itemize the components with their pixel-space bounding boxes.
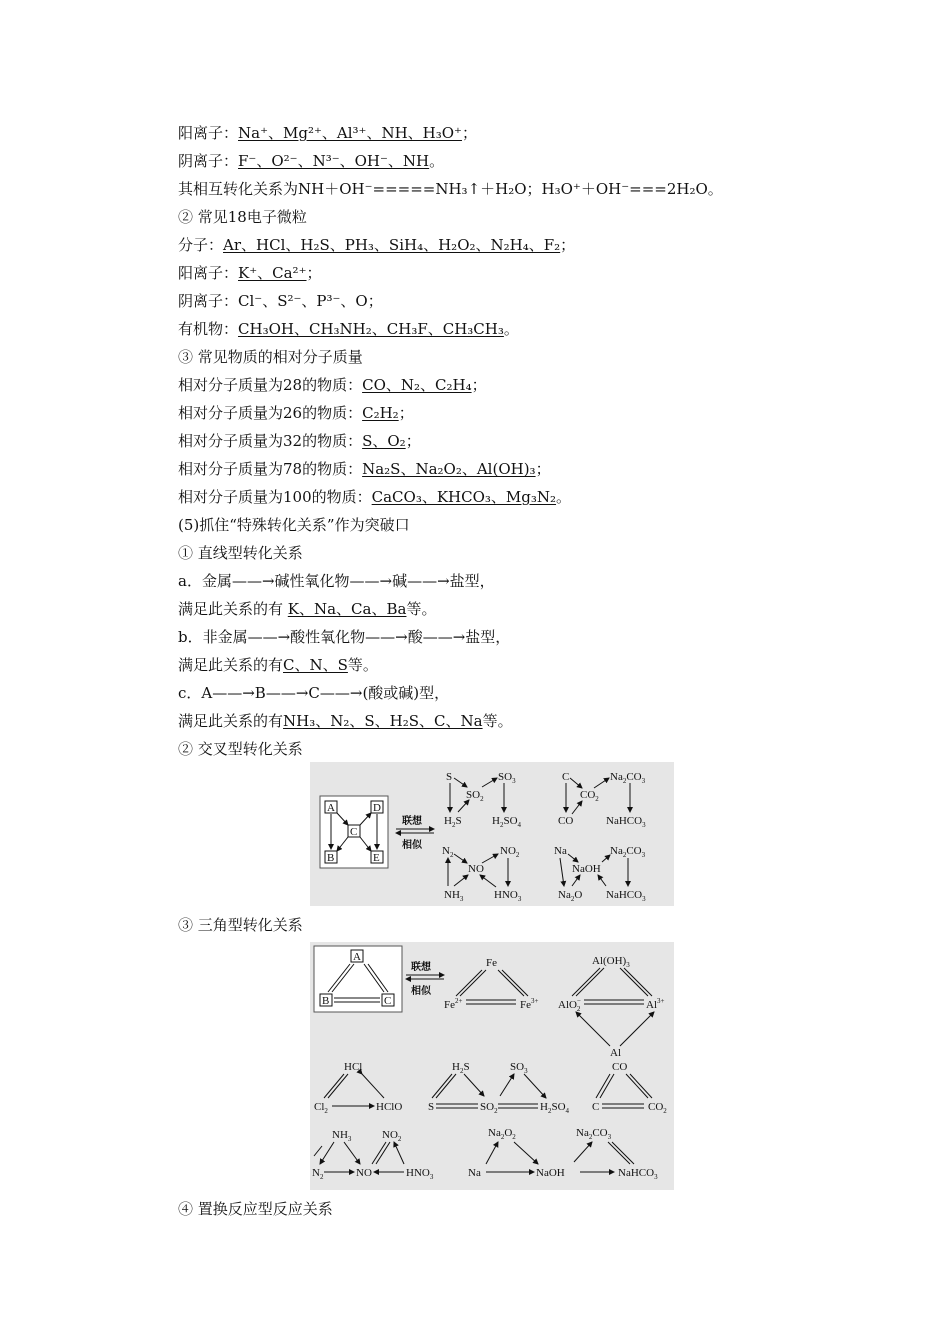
text-line — [178, 599, 436, 619]
svg-text:Fe3+: $Fe^{3+}$ — [520, 997, 539, 1011]
svg-text:Na2CO3: $Na_2CO_3$ — [576, 1127, 612, 1141]
text-line — [178, 403, 414, 423]
sulfur-cross-group — [444, 771, 522, 829]
svg-text:H2S: $H_2S$ — [444, 815, 462, 829]
underlined-answer: C、N、S — [283, 656, 348, 674]
line-suffix: 等。 — [482, 712, 513, 730]
line-suffix: 等。 — [347, 656, 378, 674]
text-line — [178, 487, 571, 507]
line-suffix: ； — [535, 460, 551, 478]
iron-triangle — [444, 957, 539, 1011]
cross-type-figure — [310, 762, 674, 906]
svg-text:NaHCO3: NaHCO$_3$ — [606, 889, 646, 903]
svg-text:B: B — [322, 995, 330, 1007]
fig1-lianxiang: 联想 — [402, 816, 422, 827]
line-prefix: 相对分子质量为78的物质： — [178, 460, 363, 478]
svg-text:SO2: $SO_2$ — [480, 1101, 498, 1115]
text-line — [178, 655, 378, 675]
line-suffix: ； — [405, 432, 421, 450]
svg-text:N2: $N_2$ — [442, 845, 454, 859]
line-text: ③ 三角型转化关系 — [178, 916, 303, 934]
sodium-cross-group — [554, 845, 646, 903]
underlined-answer: C₂H₂ — [362, 404, 399, 422]
sodium-triangle — [468, 1127, 565, 1179]
svg-text:NH3: $NH_3$ — [444, 889, 464, 903]
fig1-node-E: E — [373, 852, 380, 864]
text-line — [178, 207, 307, 227]
svg-text:Na2CO3: $Na_2CO_3$ — [610, 771, 646, 785]
line-prefix: 有机物： — [178, 320, 239, 338]
svg-text:HClO: HClO — [376, 1101, 403, 1113]
svg-text:HNO3: $HNO_3$ — [406, 1167, 434, 1181]
svg-text:NaOH: NaOH — [536, 1167, 565, 1179]
text-line — [178, 683, 449, 703]
text-line — [178, 711, 513, 731]
line-text: ② 交叉型转化关系 — [178, 740, 303, 758]
text-line — [178, 915, 303, 935]
line-suffix: ； — [471, 376, 487, 394]
text-line — [178, 571, 495, 591]
underlined-answer: Na₂S、Na₂O₂、Al(OH)₃ — [362, 460, 536, 478]
carbon-triangle — [592, 1061, 667, 1115]
line-suffix: ； — [461, 124, 477, 142]
svg-text:NaHCO3: NaHCO$_3$ — [606, 815, 646, 829]
svg-text:CO: CO — [612, 1061, 628, 1073]
text-line — [178, 123, 477, 143]
svg-text:Na: Na — [468, 1167, 481, 1179]
line-prefix: 相对分子质量为32的物质： — [178, 432, 363, 450]
line-suffix: ； — [560, 236, 576, 254]
text-line — [178, 319, 519, 339]
line-text: ④ 置换反应型反应关系 — [178, 1200, 333, 1218]
line-prefix: 阳离子： — [178, 124, 239, 142]
chlorine-triangle — [314, 1061, 402, 1115]
underlined-answer: NH₃、N₂、S、H₂S、C、Na — [283, 712, 483, 730]
svg-text:N2: $N_2$ — [312, 1167, 324, 1181]
svg-text:AlO−2: AlO− 2 — [558, 997, 581, 1013]
line-prefix: 满足此关系的有 — [178, 600, 288, 618]
svg-text:H2S: $H_2S$ — [452, 1061, 470, 1075]
underlined-answer: F⁻、O²⁻、N³⁻、OH⁻、NH — [238, 152, 430, 170]
svg-text:Cl2: $Cl_2$ — [314, 1101, 328, 1115]
text-line — [178, 151, 444, 171]
svg-text:NaHCO3: NaHCO$_3$ — [618, 1167, 658, 1181]
svg-text:Fe: Fe — [486, 957, 497, 969]
text-line — [178, 515, 410, 535]
line-suffix: 。 — [429, 152, 445, 170]
svg-text:Al3+: $Al^{3+}$ — [646, 997, 665, 1011]
svg-text:NO: NO — [356, 1167, 372, 1179]
line-text: ② 常见18电子微粒 — [178, 208, 307, 226]
svg-text:H2SO4: $H_2SO_4$ — [492, 815, 522, 829]
label-S: S — [446, 771, 453, 783]
line-prefix: 阴离子： — [178, 152, 239, 170]
sulfur-triangle — [428, 1061, 570, 1115]
nitrogen-triangle — [312, 1129, 434, 1181]
text-line — [178, 739, 303, 759]
svg-text:Al: Al — [610, 1047, 621, 1059]
svg-text:Na2O: $Na_2O$ — [558, 889, 583, 903]
svg-text:CO2: $CO_2$ — [580, 789, 599, 803]
svg-text:NO2: $NO_2$ — [382, 1129, 402, 1143]
underlined-answer: CO、N₂、C₂H₄ — [362, 376, 472, 394]
text-line — [178, 235, 575, 255]
text-line — [178, 263, 322, 283]
text-line — [178, 431, 421, 451]
nitrogen-cross-group — [442, 845, 522, 903]
underlined-answer: K⁺、Ca²⁺ — [238, 264, 307, 282]
text-line — [178, 627, 510, 647]
fig1-node-B: B — [327, 852, 335, 864]
line-prefix: 相对分子质量为28的物质： — [178, 376, 363, 394]
svg-text:SO2: $SO_2$ — [466, 789, 484, 803]
line-text: ① 直线型转化关系 — [178, 544, 303, 562]
text-line — [178, 291, 383, 311]
line-text: 阴离子：Cl⁻、S²⁻、P³⁻、O； — [178, 292, 383, 310]
line-text: a．金属——→碱性氧化物——→碱——→盐型， — [178, 572, 495, 590]
svg-text:Na: Na — [554, 845, 567, 857]
svg-text:HCl: HCl — [344, 1061, 363, 1073]
line-prefix: 阳离子： — [178, 264, 239, 282]
svg-text:NO2: $NO_2$ — [500, 845, 520, 859]
line-prefix: 分子： — [178, 236, 224, 254]
line-text: b．非金属——→酸性氧化物——→酸——→盐型， — [178, 628, 511, 646]
underlined-answer: Na⁺、Mg²⁺、Al³⁺、NH、H₃O⁺ — [238, 124, 462, 142]
fig2-lianxiang: 联想 — [411, 962, 431, 973]
svg-text:CO2: $CO_2$ — [648, 1101, 667, 1115]
text-line — [178, 375, 487, 395]
fig1-xiangsi: 相似 — [402, 840, 422, 851]
svg-text:Na2O2: $Na_2O_2$ — [488, 1127, 516, 1141]
svg-text:CO: CO — [558, 815, 574, 827]
svg-text:HNO3: $HNO_3$ — [494, 889, 522, 903]
line-prefix: 相对分子质量为26的物质： — [178, 404, 363, 422]
svg-text:SO3: $SO_3$ — [510, 1061, 528, 1075]
line-suffix: ； — [398, 404, 414, 422]
line-suffix: ； — [306, 264, 322, 282]
underlined-answer: CH₃OH、CH₃NH₂、CH₃F、CH₃CH₃ — [238, 320, 504, 338]
svg-text:C: C — [384, 995, 392, 1007]
svg-text:C: C — [562, 771, 570, 783]
svg-text:Fe2+: $Fe^{2+}$ — [444, 997, 463, 1011]
text-line — [178, 347, 363, 367]
svg-text:S: S — [428, 1101, 435, 1113]
line-prefix: 满足此关系的有 — [178, 656, 284, 674]
line-prefix: 满足此关系的有 — [178, 712, 284, 730]
underlined-answer: CaCO₃、KHCO₃、Mg₃N₂ — [371, 488, 557, 506]
underlined-answer: K、Na、Ca、Ba — [287, 600, 407, 618]
fig2-xiangsi: 相似 — [411, 986, 431, 997]
fig1-node-A: A — [327, 802, 335, 814]
fig1-node-C: C — [350, 826, 358, 838]
line-prefix: 相对分子质量为100的物质： — [178, 488, 372, 506]
carbon-cross-group — [558, 771, 646, 829]
svg-text:NH3: $NH_3$ — [332, 1129, 352, 1143]
svg-text:SO3: $SO_3$ — [498, 771, 516, 785]
svg-text:NaOH: NaOH — [572, 863, 601, 875]
line-text: 其相互转化关系为NH＋OH⁻=====NH₃↑＋H₂O；H₃O⁺＋OH⁻===2H₂O。 — [178, 180, 723, 198]
line-suffix: 。 — [503, 320, 519, 338]
sodium-carbonate-triangle — [574, 1127, 658, 1181]
triangle-type-figure — [310, 942, 674, 1190]
line-text: ③ 常见物质的相对分子质量 — [178, 348, 363, 366]
svg-text:H2SO4: $H_2SO_4$ — [540, 1101, 570, 1115]
aluminum-diamond — [558, 955, 665, 1059]
text-line — [178, 543, 303, 563]
svg-text:NO: NO — [468, 863, 484, 875]
svg-text:C: C — [592, 1101, 600, 1113]
text-line — [178, 459, 551, 479]
svg-text:Al(OH)3: $Al(OH)_3$ — [592, 955, 630, 969]
text-line — [178, 1199, 333, 1219]
svg-text:Na2CO3: $Na_2CO_3$ — [610, 845, 646, 859]
line-suffix: 等。 — [406, 600, 437, 618]
line-text: (5)抓住“特殊转化关系”作为突破口 — [178, 516, 410, 534]
underlined-answer: Ar、HCl、H₂S、PH₃、SiH₄、H₂O₂、N₂H₄、F₂ — [223, 236, 561, 254]
fig1-node-D: D — [373, 802, 381, 814]
line-text: c．A——→B——→C——→(酸或碱)型， — [178, 684, 450, 702]
svg-text:A: A — [353, 951, 361, 963]
line-suffix: 。 — [556, 488, 572, 506]
text-line — [178, 179, 723, 199]
underlined-answer: S、O₂ — [362, 432, 406, 450]
